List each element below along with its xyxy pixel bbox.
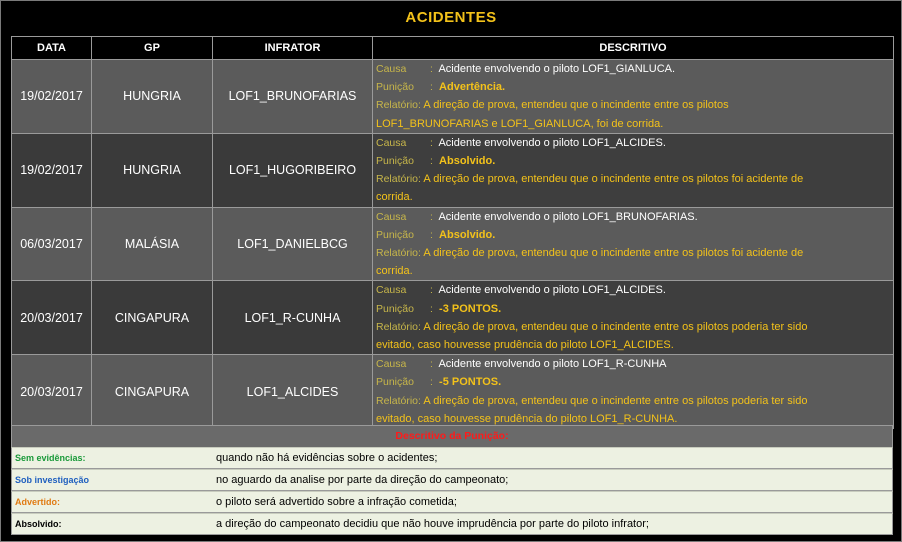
punicao-line	[376, 300, 893, 318]
accidents-table	[11, 36, 894, 429]
infrator-cell: LOF1_R-CUNHA	[213, 281, 373, 355]
relatorio-line	[376, 96, 893, 114]
punicao-label: Punição	[376, 155, 414, 168]
legend-row	[11, 469, 893, 491]
description-cell	[373, 355, 894, 429]
relatorio-label: Relatório:	[376, 247, 421, 260]
causa-line	[376, 60, 893, 78]
relatorio-text: A direção de prova, entendeu que o incindente entre os pilotos	[423, 99, 729, 112]
legend-row	[11, 491, 893, 513]
causa-line	[376, 208, 893, 226]
infrator-cell: LOF1_DANIELBCG	[213, 207, 373, 281]
punicao-line	[376, 373, 893, 391]
legend-key: Sob investigação	[15, 475, 90, 485]
table-row	[12, 207, 894, 281]
date-cell: 19/02/2017	[12, 60, 92, 134]
date-cell: 20/03/2017	[12, 355, 92, 429]
infrator-cell: LOF1_BRUNOFARIAS	[213, 60, 373, 134]
relatorio-continuation: corrida.	[376, 265, 413, 278]
punicao-text: Absolvido.	[439, 228, 496, 241]
relatorio-text: A direção de prova, entendeu que o incindente entre os pilotos poderia ter sido	[423, 394, 808, 407]
colon: :	[430, 210, 433, 223]
punicao-label: Punição	[376, 81, 414, 94]
legend-row	[11, 513, 893, 535]
colon: :	[430, 136, 433, 149]
relatorio-label: Relatório:	[376, 173, 421, 186]
relatorio-text: A direção de prova, entendeu que o incindente entre os pilotos foi acidente de	[423, 247, 804, 260]
relatorio-continuation: evitado, caso houvesse prudência do piloto LOF1_R-CUNHA.	[376, 412, 678, 425]
colon: :	[430, 228, 433, 241]
relatorio-text: A direção de prova, entendeu que o incindente entre os pilotos poderia ter sido	[423, 320, 808, 333]
legend-key: Advertido:	[15, 497, 60, 507]
description-cell	[373, 60, 894, 134]
table-row	[12, 281, 894, 355]
infrator-cell: LOF1_HUGORIBEIRO	[213, 133, 373, 207]
relatorio-continuation: LOF1_BRUNOFARIAS e LOF1_GIANLUCA, foi de corrida.	[376, 117, 664, 130]
colon: :	[430, 284, 433, 297]
colon: :	[430, 63, 433, 75]
gp-cell: HUNGRIA	[92, 133, 213, 207]
gp-cell: CINGAPURA	[92, 355, 213, 429]
relatorio-line	[376, 392, 893, 410]
punicao-text: Absolvido.	[439, 155, 496, 168]
legend-value: quando não há evidências sobre o acidentes;	[216, 452, 438, 464]
legend-value: no aguardo da analise por parte da direção do campeonato;	[216, 474, 509, 486]
punicao-label: Punição	[376, 302, 414, 315]
relatorio-continuation: evitado, caso houvesse prudência do piloto LOF1_ALCIDES.	[376, 339, 674, 352]
relatorio-line	[376, 170, 893, 188]
description-cell	[373, 207, 894, 281]
punicao-line	[376, 226, 893, 244]
causa-line	[376, 355, 893, 373]
legend-key: Absolvido:	[15, 519, 62, 529]
column-header-gp: GP	[92, 37, 213, 60]
column-header-infrator: INFRATOR	[213, 37, 373, 60]
date-cell: 20/03/2017	[12, 281, 92, 355]
causa-label: Causa	[376, 63, 407, 75]
gp-cell: CINGAPURA	[92, 281, 213, 355]
table-row	[12, 133, 894, 207]
causa-label: Causa	[376, 284, 407, 297]
causa-line	[376, 134, 893, 152]
description-cell	[373, 133, 894, 207]
relatorio-label: Relatório:	[376, 394, 421, 407]
causa-text: Acidente envolvendo o piloto LOF1_GIANLUCA.	[438, 63, 676, 75]
punicao-text: Advertência.	[439, 81, 506, 94]
relatorio-label: Relatório:	[376, 320, 421, 333]
relatorio-line	[376, 318, 893, 336]
relatorio-line	[376, 244, 893, 262]
colon: :	[430, 302, 433, 315]
legend-title: Descritivo da Punição:	[11, 425, 893, 447]
table-row	[12, 355, 894, 429]
causa-text: Acidente envolvendo o piloto LOF1_ALCIDES.	[438, 284, 666, 297]
colon: :	[430, 358, 433, 371]
colon: :	[430, 155, 433, 168]
colon: :	[430, 376, 433, 389]
colon: :	[430, 81, 433, 94]
punicao-line	[376, 78, 893, 96]
date-cell: 06/03/2017	[12, 207, 92, 281]
punicao-line	[376, 152, 893, 170]
legend-value: o piloto será advertido sobre a infração cometida;	[216, 496, 457, 508]
relatorio-text: A direção de prova, entendeu que o incindente entre os pilotos foi acidente de	[423, 173, 804, 186]
causa-text: Acidente envolvendo o piloto LOF1_BRUNOFARIAS.	[438, 210, 698, 223]
causa-label: Causa	[376, 210, 407, 223]
punicao-text: -5 PONTOS.	[439, 376, 502, 389]
relatorio-label: Relatório:	[376, 99, 421, 112]
legend-value: a direção do campeonato decidiu que não houve imprudência por parte do piloto infrator;	[216, 518, 649, 530]
page-title: ACIDENTES	[405, 9, 497, 26]
punicao-label: Punição	[376, 376, 414, 389]
table-header-row	[12, 37, 894, 60]
causa-text: Acidente envolvendo o piloto LOF1_ALCIDES.	[438, 136, 666, 149]
punishment-legend	[11, 425, 893, 535]
column-header-descritivo: DESCRITIVO	[373, 37, 894, 60]
column-header-data: DATA	[12, 37, 92, 60]
date-cell: 19/02/2017	[12, 133, 92, 207]
legend-row	[11, 447, 893, 469]
relatorio-continuation: corrida.	[376, 191, 413, 204]
causa-label: Causa	[376, 136, 407, 149]
causa-line	[376, 281, 893, 299]
punicao-text: -3 PONTOS.	[439, 302, 502, 315]
causa-text: Acidente envolvendo o piloto LOF1_R-CUNHA	[438, 358, 667, 371]
legend-key: Sem evidências:	[15, 453, 86, 463]
gp-cell: HUNGRIA	[92, 60, 213, 134]
punicao-label: Punição	[376, 228, 414, 241]
gp-cell: MALÁSIA	[92, 207, 213, 281]
causa-label: Causa	[376, 358, 407, 371]
description-cell	[373, 281, 894, 355]
infrator-cell: LOF1_ALCIDES	[213, 355, 373, 429]
table-row	[12, 60, 894, 134]
